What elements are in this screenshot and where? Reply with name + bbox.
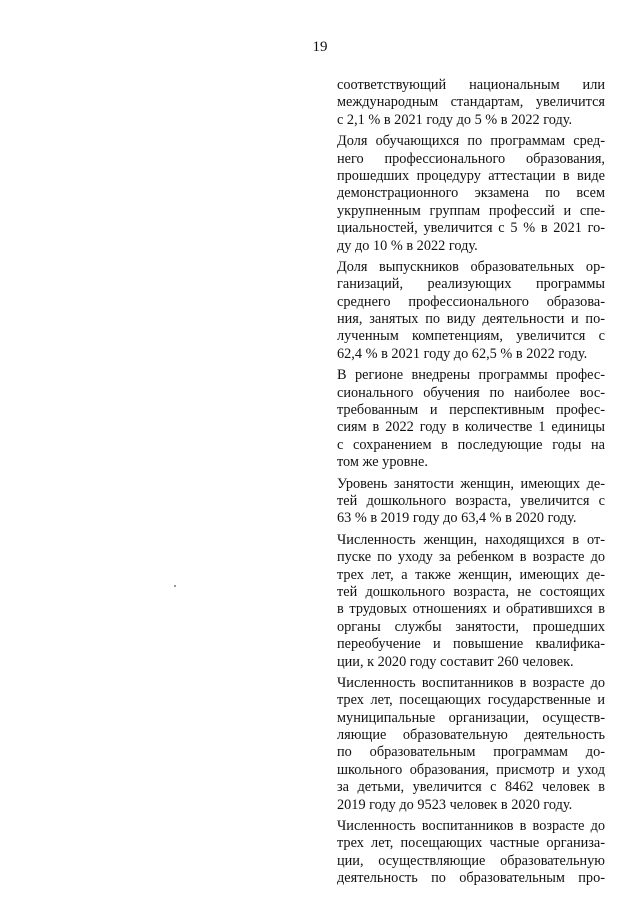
text-line: ции, осуществляющие образовательную [337, 852, 605, 869]
text-line: 62,4 % в 2021 году до 62,5 % в 2022 году. [337, 345, 588, 362]
text-line: прошедших процедуру аттестации в виде [337, 167, 605, 184]
text-line: органы службы занятости, прошедших [337, 618, 605, 635]
text-line: лученным компетенциям, увеличится с [337, 328, 605, 345]
paragraph [337, 818, 605, 888]
text-line: ния, занятых по виду деятельности и по- [337, 311, 605, 328]
text-line: тей дошкольного возраста, увеличится с [337, 492, 605, 509]
paragraph [337, 367, 605, 471]
text-line: среднего профессионального образова- [337, 293, 605, 310]
text-line: деятельность по образовательным про- [337, 870, 605, 887]
page-number: 19 [312, 39, 328, 55]
text-line: трех лет, посещающих частные организа- [337, 835, 605, 852]
paragraph [337, 77, 605, 129]
paragraph [337, 675, 605, 814]
text-line: за детьми, увеличится с 8462 человек в [337, 779, 605, 796]
text-line: него профессионального образования, [337, 150, 605, 167]
text-line: ду до 10 % в 2022 году. [337, 237, 478, 254]
text-line: трех лет, а также женщин, имеющих де- [337, 566, 605, 583]
scan-speck [174, 585, 176, 587]
paragraph [337, 133, 605, 255]
text-line: с сохранением в последующие годы на [337, 436, 605, 453]
text-line: в трудовых отношениях и обратившихся в [337, 601, 605, 618]
text-line: переобучение и повышение квалифика- [337, 636, 605, 653]
text-line: том же уровне. [337, 454, 428, 471]
text-line: ганизаций, реализующих программы [337, 276, 605, 293]
text-line: 2019 году до 9523 человек в 2020 году. [337, 796, 573, 813]
text-line: ции, к 2020 году составит 260 человек. [337, 653, 574, 670]
text-line: укрупненным группам профессий и спе- [337, 202, 605, 219]
text-line: муниципальные организации, осуществ- [337, 709, 605, 726]
paragraph [337, 259, 605, 363]
text-line: трех лет, посещающих государственные и [337, 692, 605, 709]
text-line: циальностей, увеличится с 5 % в 2021 го- [337, 220, 605, 237]
text-line: пуске по уходу за ребенком в возрасте до [337, 549, 605, 566]
text-line: демонстрационного экзамена по всем [337, 185, 605, 202]
text-line: сиям в 2022 году в количестве 1 единицы [337, 419, 605, 436]
text-line: В регионе внедрены программы профес- [337, 367, 605, 384]
text-line: Уровень занятости женщин, имеющих де- [337, 475, 605, 492]
text-line: школьного образования, присмотр и уход [337, 761, 605, 778]
text-line: Доля выпускников образовательных ор- [337, 258, 605, 275]
text-line: с 2,1 % в 2021 году до 5 % в 2022 году. [337, 111, 573, 128]
paragraph [337, 476, 605, 528]
text-line: тей дошкольного возраста, не состоящих [337, 583, 605, 600]
text-line: ляющие образовательную деятельность [337, 727, 605, 744]
text-line: сионального обучения по наиболее вос- [337, 384, 605, 401]
text-line: Численность женщин, находящихся в от- [337, 531, 605, 548]
text-line: международным стандартам, увеличится [337, 94, 605, 111]
text-line: требованным и перспективным профес- [337, 402, 605, 419]
paragraph [337, 532, 605, 671]
text-line: 63 % в 2019 году до 63,4 % в 2020 году. [337, 510, 577, 527]
text-line: по образовательным программам до- [337, 744, 605, 761]
text-line: соответствующий национальным или [337, 77, 605, 93]
text-line: Доля обучающихся по программам сред- [337, 133, 605, 150]
text-line: Численность воспитанников в возрасте до [337, 674, 605, 691]
text-column [337, 77, 605, 892]
text-line: Численность воспитанников в возрасте до [337, 818, 605, 835]
